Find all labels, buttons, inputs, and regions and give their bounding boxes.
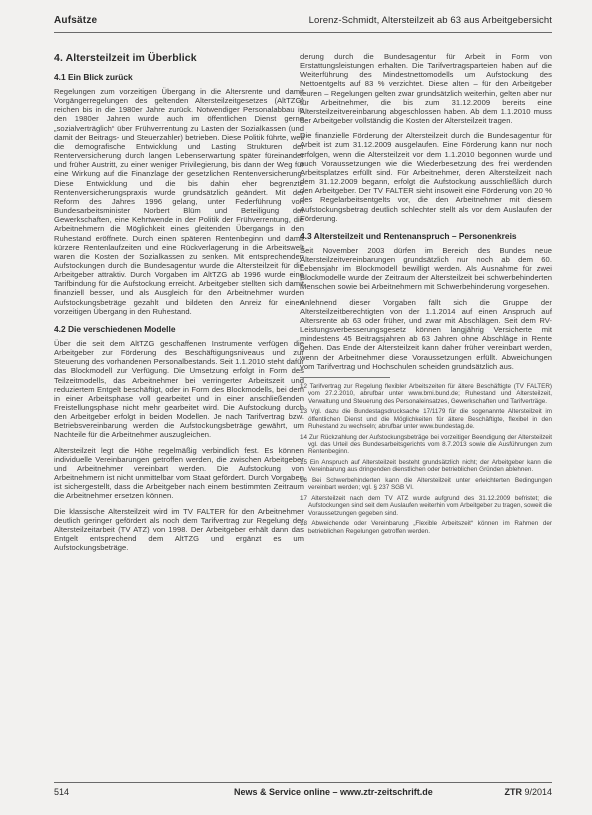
footnote: 13 Vgl. dazu die Bundestagsdrucksache 17/1179 für die sogenannte Altersteilzeit im öffentlichen Dienst und die Möglichkeiten für ältere Beschäftigte, flexibel in den Ruhestand zu wechseln; abrufbar unter www.bundestag.de.: [300, 408, 552, 431]
right-column: [300, 40, 552, 538]
page-footer: [54, 782, 552, 801]
footnote: 18 Abweichende oder Vereinbarung „Flexible Arbeitszeit“ können im Rahmen der betrieblichen Regelungen getroffen werden.: [300, 520, 552, 535]
footnotes: [300, 383, 552, 535]
footnote-divider: [300, 377, 390, 378]
footnote: 12 Tarifvertrag zur Regelung flexibler Arbeitszeiten für ältere Beschäftigte (TV FALTER) vom 27.2.2010, abrufbar unter www.bmi.bund.de; Ruhestand und Altersteilzeit, Verwaltung und Steuerung des Personaleinsatzes, Gewerkschaften und Tarifverträge.: [300, 382, 552, 405]
paragraph: derung durch die Bundesagentur für Arbeit in Form von Erstattungsleistungen erhalten. Die Tarifvertragsparteien haben auf die Weiterführung des Mindestnettomodells um Aufstockung des Nettoentgelts auf 83 % verzichtet. Diese alten – für den Arbeitgeber teuren – Regelungen gelten zwar grundsätzlich weiterhin, gelten aber nur für Arbeitnehmer, die bis zum 31.12.2009 bereits eine Altersteilzeitvereinbarung abgeschlossen haben. Ab dem 1.1.2010 muss der Arbeitgeber vollständig die Kosten der Altersteilzeit tragen.: [300, 52, 552, 126]
paragraph: Über die seit dem AltTZG geschaffenen Instrumente verfügen die Arbeitgeber zur Förderung des Beschäftigungsniveaus und zur Steuerung des vorhandenen Personalbestands. Seit 1.1.2010 steht dafür das Blockmodell zur Verfügung. Die Umsetzung erfolgt in Form des Teilzeitmodells, das Arbeitnehmer bei verringerter Arbeitszeit und reduziertem Entgelt beschäftigt, oder in Form des Blockmodells, bei dem in einer Arbeitsphase voll gearbeitet und in einer anschließenden Freistellungsphase nicht mehr gearbeitet wird. Die Aufstockung durch den Arbeitgeber erfolgt in beiden Modellen. Je nach Tarifvertrag bzw. Betriebsvereinbarung werden die Aufstockungsbeträge gewährt, um Nachteile für die Arbeitnehmer auszugleichen.: [54, 338, 304, 440]
paragraph: Die klassische Altersteilzeit wird im TV FALTER für den Arbeitnehmer deutlich geringer gefördert als noch dem Tarifvertrag zur Regelung der Altersteilzeitarbeit (TV ATZ) von 1998. Der Arbeitgeber erhält dann das Entgelt entsprechend dem AltTZG und ergänzt es um Aufstockungsbeträge.: [54, 506, 304, 553]
journal-issue: [504, 787, 552, 797]
paragraph: Die finanzielle Förderung der Altersteilzeit durch die Bundesagentur für Arbeit ist zum 31.12.2009 ausgelaufen. Eine Förderung kann nur noch erfolgen, wenn die Altersteilzeit vor dem 1.1.2010 begonnen wurde und auch Voraussetzungen wie die Wiederbesetzung des frei werdenden Arbeitsplatzes erfüllt sind. Für Arbeitnehmer, deren Altersteilzeit nach dem 31.12.2009 begann, erfolgt die Aufstockung ausschließlich durch den Arbeitgeber. Der TV FALTER sieht insoweit eine Förderung von 20 % des Regelarbeitsentgelts vor, die den Arbeitnehmer mit diesem Aufstockungsbetrag deutlich schlechter stellt als vor dem Auslaufen der Förderung.: [300, 131, 552, 223]
issue-number: 9/2014: [524, 787, 552, 797]
section-label: Aufsätze: [54, 15, 98, 26]
subsection-heading: 4.1 Ein Blick zurück: [54, 72, 133, 82]
footnote: 15 Ein Anspruch auf Altersteilzeit besteht grundsätzlich nicht; der Arbeitgeber kann die Vereinbarung aus dringenden dienstlichen oder betrieblichen Gründen ablehnen.: [300, 458, 552, 474]
paragraph: Anlehnend dieser Vorgaben fällt sich die Gruppe der Altersteilzeitberechtigten von der 1.1.2014 auf einen Anspruch auf Altersrente ab 63 oder früher, und zwar mit Abschlägen. Seit dem RV-Leistungsverbesserungsgesetz können langjährig Versicherte mit mindestens 45 Beitragsjahren ab 63 Jahren ohne Abschläge in Rente gehen. Das Ende der Altersteilzeit kann daher früher vereinbart werden, wenn der Arbeitnehmer diese Voraussetzungen erfüllt. Abweichungen vom Tarifvertrag und Hochschulen scheiden grundsätzlich aus.: [300, 297, 552, 371]
footnote: 16 Bei Schwerbehinderten kann die Altersteilzeit unter erleichterten Bedingungen vereinbart werden; vgl. § 237 SGB VI.: [300, 476, 552, 492]
subsection-heading: 4.3 Altersteilzeit und Rentenanspruch – Personenkreis: [300, 230, 517, 241]
footer-link: News & Service online – www.ztr-zeitschrift.de: [234, 787, 433, 797]
paragraph: Seit November 2003 dürfen im Bereich des Bundes neue Altersteilzeitvereinbarungen grundsätzlich nur noch ab dem 60. Lebensjahr im Blockmodell bewilligt werden. Als Ausnahme für zwei Blockmodelle wurde der Zeitraum der Altersteilzeit bei schwerbehinderten Menschen sowie bei Arbeitnehmern mit Schwerbehinderung vorgesehen.: [300, 245, 552, 292]
left-column: [54, 40, 304, 558]
subsection-heading: 4.2 Die verschiedenen Modelle: [54, 323, 176, 334]
running-title: Lorenz-Schmidt, Altersteilzeit ab 63 aus Arbeitgebersicht: [308, 15, 552, 26]
paragraph: Altersteilzeit legt die Höhe regelmäßig verbindlich fest. Es können individuelle Vereinbarungen getroffen werden, die zwischen Arbeitgeber und Arbeitnehmer vereinbart werden. Die Aufstockung von Arbeitnehmern ist nicht unmittelbar vom Staat gefördert. Durch Vorgaben ist sichergestellt, dass die Arbeitgeber nach einem bestimmten Zeitraum die Arbeitnehmer ersetzen können.: [54, 445, 304, 501]
section-heading: 4. Altersteilzeit im Überblick: [54, 52, 197, 64]
paragraph: Regelungen zum vorzeitigen Übergang in die Altersrente und damit Vorgängerregelungen des geltenden Altersteilzeitgesetzes (AltTZG) reichen bis in die 1980er Jahre zurück. Notwendiger Personalabbau in den 1980er Jahren wurde auch im öffentlichen Dienst gerne „sozialverträglich“ über Frühverrentung zu Lasten der Sozialkassen (und damit der Beitrags- und Steuerzahler) betrieben. Diese Politik führte, weil die demografische Entwicklung und Lasting Strukturen der Renterversicherung durch langen Lebenserwartung später füreinander und früher Austritt, zu einer weniger Privilegierung, bis dann der Weg für eine Wirkung auf die Finanzlage der gesetzlichen Rentenversicherung. Diese Entwicklung und die bis dahin eher begrenzte Rentenversicherungspraxis wurde grundsätzlich geändert. Mit der Reform des Jahres 1996 gelang, unter Federführung von Bundesarbeitsminister Norbert Blüm und Beteiligung der Gewerkschaften, eine Kehrtwende in der Politik der Frühverrentung, die Arbeitnehmern die Möglichkeit eines gleitenden Übergangs in den Ruhestand eröffnete. Durch einen späteren Rentenbeginn und damit kürzere Rentenlaufzeiten und eine Rückverlagerung in die Arbeitswelt waren die Kosten der Sozialkassen zu senken. Mit entsprechenden Aufstockungen durch die Bundesagentur wurde die Altersteilzeit für die Arbeitgeber attraktiv. Durch Vorgaben im AltTZG ab 1996 wurde eine Tarifbindung für die Aufstockung erreicht. Arbeitgeber stellten sich damit finanziell besser, und als Ausgleich für den Arbeitnehmer wurden Aufstockungsbeträge gezahlt und bildeten den Anreiz für einen vorzeitigen Übergang in den Ruhestand.: [54, 87, 304, 316]
page-number: 514: [54, 787, 70, 797]
footnote: 17 Altersteilzeit nach dem TV ATZ wurde aufgrund des 31.12.2009 befristet; die Aufstockungen sind seit dem Auslaufen weiterhin vom Arbeitgeber zu tragen, soweit die Voraussetzungen gegeben sind.: [300, 494, 552, 517]
footnote: 14 Zur Rückzahlung der Aufstockungsbeträge bei vorzeitiger Beendigung der Altersteilzeit vgl. das Urteil des Bundesarbeitsgerichts vom 8.7.2013 sowie die Ausführungen zum Rentenbeginn.: [300, 433, 552, 456]
journal-name: ZTR: [504, 787, 522, 797]
running-header: [54, 12, 552, 33]
